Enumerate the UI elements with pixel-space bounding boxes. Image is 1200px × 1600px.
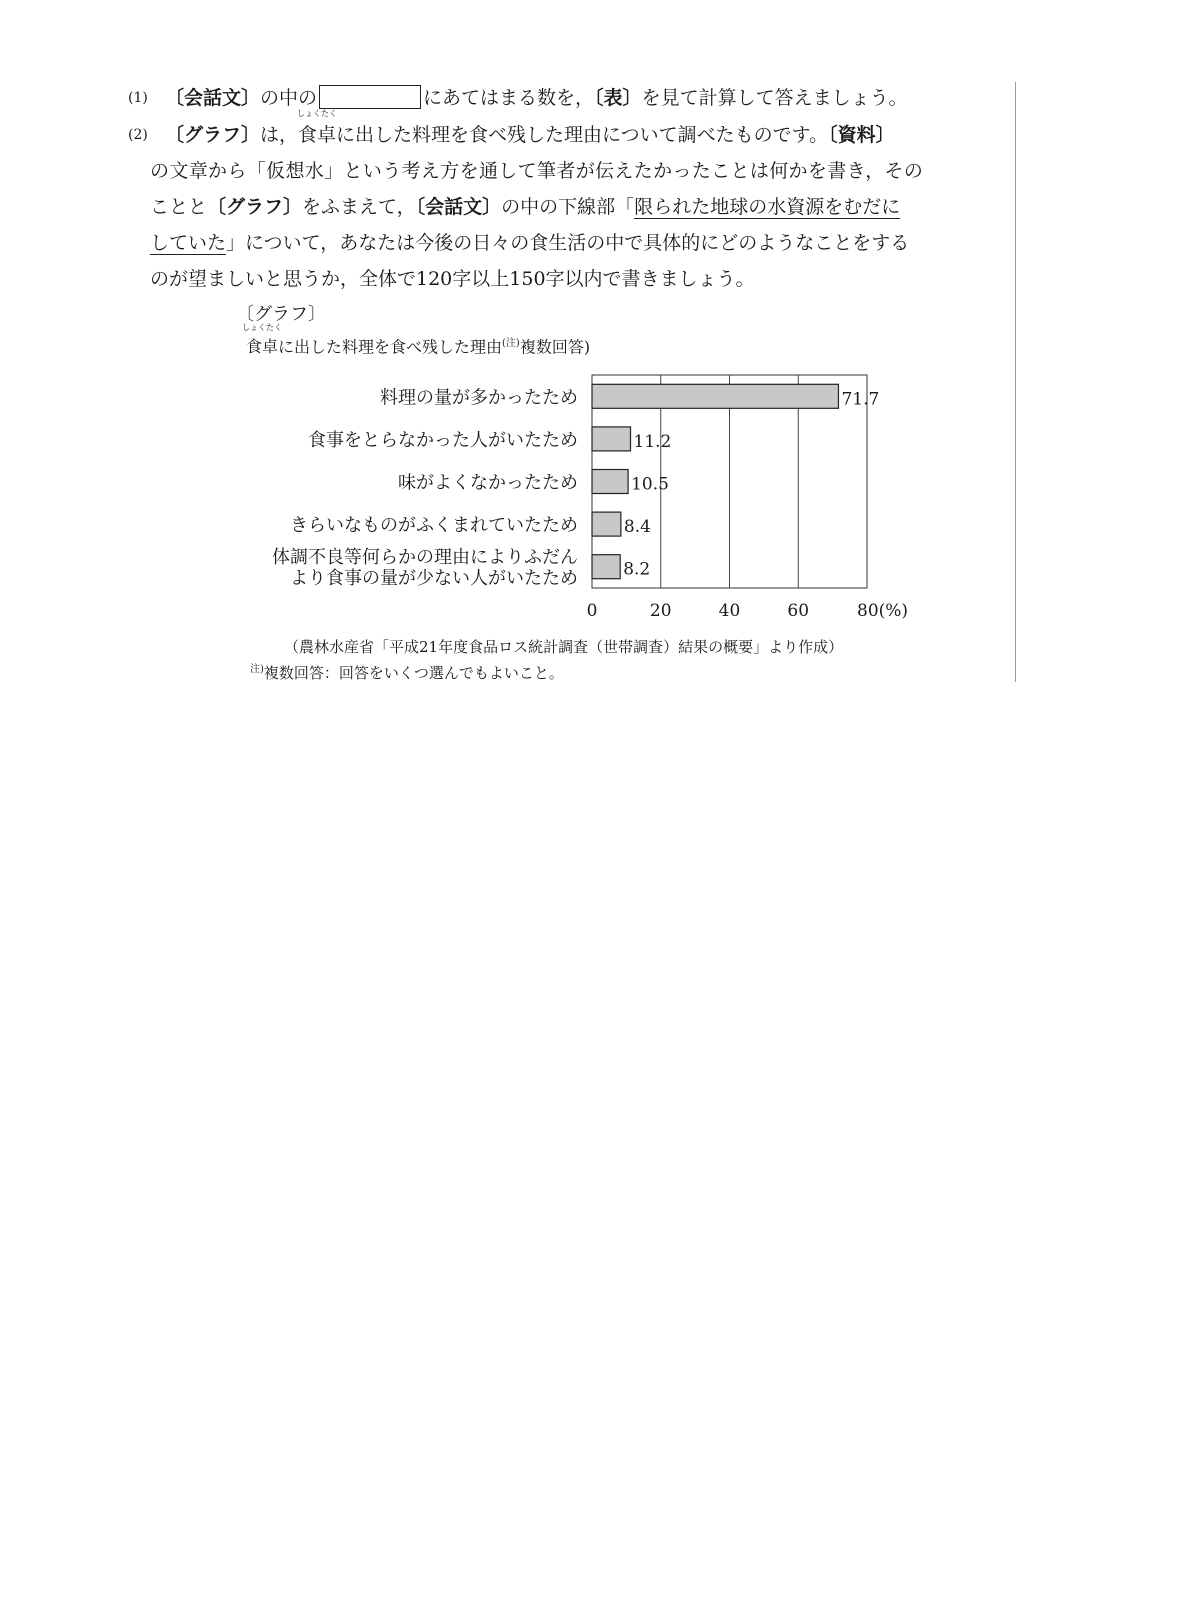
bar (592, 384, 838, 408)
bar-chart (0, 0, 1200, 640)
footnote: $^{注)}$複数回答：回答をいくつ選んでもよいこと。 (250, 664, 564, 682)
question-2-line-5: のが望ましいと思うか，全体で120字以上150字以内で書きましょう。 (150, 268, 755, 290)
source-citation: （農林水産省「平成21年度食品ロス統計調査（世帯調査）結果の概要」より作成） (284, 638, 844, 656)
ruby-shokutaku: しょくたく 食卓 (297, 109, 338, 146)
x-tick-label: 20 (649, 601, 672, 621)
bar (592, 555, 620, 579)
graph-title: しょくたく 食卓に出した料理を食べ残した理由$^{(注)}$複数回答) (242, 323, 591, 357)
x-tick-label: 40 (718, 601, 741, 621)
bar (592, 470, 628, 494)
bar-value-label: 11.2 (633, 431, 672, 452)
question-2-line-3: ことと〔グラフ〕をふまえて，〔会話文〕の中の下線部「限られた地球の水資源をむだに (150, 196, 901, 218)
category-label: きらいなものがふくまれていたため (290, 515, 578, 537)
underlined-phrase-1: 限られた地球の水資源をむだに (634, 196, 901, 218)
question-1-text: 〔会話文〕の中の にあてはまる数を，〔表〕を見て計算して答えましょう。 (165, 87, 908, 109)
x-tick-label: 60 (787, 601, 810, 621)
bar-value-label: 8.2 (623, 559, 651, 580)
bar-value-label: 71.7 (841, 389, 880, 410)
category-label: より食事の量が少ない人がいたため (290, 568, 578, 590)
x-tick-label: 80(%) (857, 601, 909, 621)
question-2-line-4: していた」について，あなたは今後の日々の食生活の中で具体的にどのようなことをする (150, 232, 910, 254)
bar-value-label: 10.5 (631, 474, 669, 495)
x-tick-label: 0 (586, 601, 598, 621)
table-bracket: 〔表〕 (594, 87, 642, 109)
kaiwabun-bracket: 〔会話文〕 (165, 87, 261, 109)
question-1-number: (1) (128, 90, 148, 106)
bar (592, 427, 631, 451)
category-label: 味がよくなかったため (398, 472, 578, 494)
category-label: 体調不良等何らかの理由によりふだん (272, 547, 578, 569)
question-2-line-2: の文章から「仮想水」という考え方を通して筆者が伝えたかったことは何かを書き，その (150, 160, 924, 182)
category-label: 食事をとらなかった人がいたため (308, 429, 578, 451)
bar-value-label: 8.4 (623, 517, 651, 538)
question-2-line-1: 〔グラフ〕は， しょくたく 食卓に出した料理を食べ残した理由について調べたものです。〔資料〕 (165, 120, 895, 150)
graph-label: 〔グラフ〕 (236, 304, 326, 325)
underlined-phrase-2: していた (150, 232, 227, 254)
question-2-number: (2) (128, 127, 148, 143)
bar (592, 512, 621, 536)
category-label: 料理の量が多かったため (380, 387, 578, 409)
